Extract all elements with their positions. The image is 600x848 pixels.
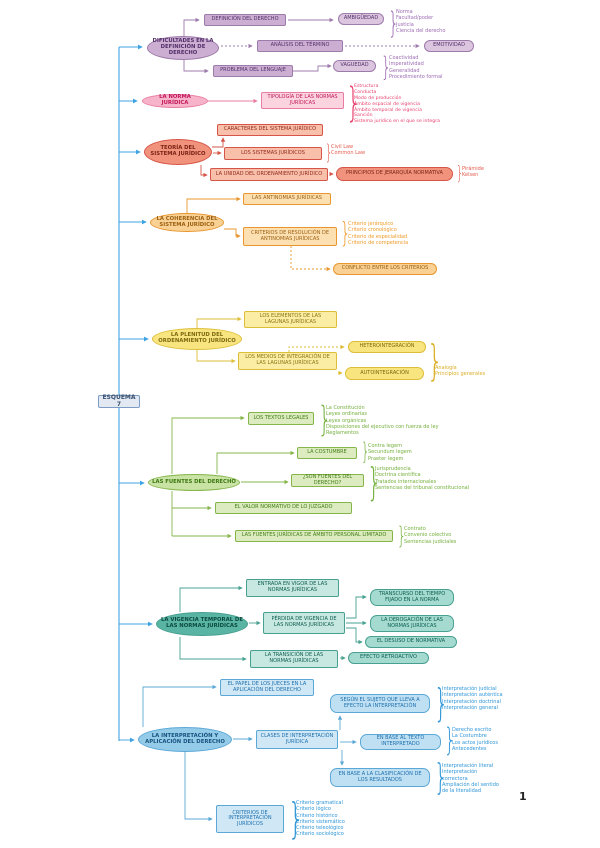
node-clasificacion-resultados: EN BASE A LA CLASIFICACIÓN DE LOS RESULTADOS — [330, 768, 430, 787]
list-item: Antecedentes — [452, 745, 487, 752]
node-ambiguedad: AMBIGÜEDAD — [338, 13, 384, 25]
list-ambiguedad — [396, 9, 445, 34]
list-resultados — [442, 763, 504, 794]
node-autointegracion: AUTOINTEGRACIÓN — [345, 367, 424, 380]
list-item: Imperatividad — [389, 61, 424, 68]
node-en-base-texto: EN BASE AL TEXTO INTERPRETADO — [360, 734, 441, 750]
list-tipologia — [354, 84, 440, 125]
list-item: Disposiciones del ejecutivo con fuerza de ley — [326, 423, 439, 430]
list-sistemas — [331, 144, 365, 157]
list-item: La Constitución — [326, 405, 365, 411]
list-item: Principios generales — [435, 371, 486, 378]
node-elementos-lagunas: LOS ELEMENTOS DE LAS LAGUNAS JURÍDICAS — [244, 311, 337, 328]
list-item: Sentencias judiciales — [404, 538, 457, 545]
node-esquema-root: ESQUEMA 7 — [98, 395, 140, 408]
node-la-norma-juridica: LA NORMA JURÍDICA — [142, 94, 208, 108]
list-item: Conducta — [354, 89, 377, 95]
list-item: Common Law — [331, 150, 366, 157]
node-desuso-normativa: EL DESUSO DE NORMATIVA — [365, 636, 457, 648]
list-item: Criterio jerárquico — [348, 221, 394, 227]
list-item: Interpretación correctora — [442, 769, 478, 782]
node-analisis-del-termino: ANÁLISIS DEL TÉRMINO — [257, 40, 343, 52]
list-item: Leyes orgánicas — [326, 417, 367, 424]
list-costumbre — [368, 443, 412, 462]
page-number: 1 — [519, 790, 527, 803]
list-item: Tratados internacionales — [375, 478, 437, 485]
list-item: Criterio sistemático — [296, 818, 345, 825]
list-item: Ámbito temporal de vigencia — [354, 107, 422, 113]
list-item: Praeter legem — [368, 455, 404, 462]
node-principios-jerarquia: PRINCIPIOS DE JERARQUÍA NORMATIVA — [336, 167, 453, 181]
node-los-sistemas-juridicos: LOS SISTEMAS JURÍDICOS — [224, 147, 322, 160]
list-item: Coactividad — [389, 55, 419, 61]
list-item: Sentencias del tribunal constitucional — [375, 484, 470, 491]
list-item: Contrato — [404, 526, 426, 532]
list-otras-fuentes — [375, 466, 469, 491]
node-criterios-resolucion-antinomias: CRITERIOS DE RESOLUCIÓN DE ANTINOMIAS JURÍDICAS — [243, 227, 337, 246]
node-vaguedad: VAGUEDAD — [333, 60, 376, 72]
node-transcurso-tiempo: TRANSCURSO DEL TIEMPO FIJADO EN LA NORMA — [370, 589, 454, 606]
node-unidad-ordenamiento: LA UNIDAD DEL ORDENAMIENTO JURÍDICO — [210, 168, 328, 181]
list-item: Ampliación del sentido de la literalidad — [442, 781, 499, 794]
list-item: Pirámide Kelsen — [462, 166, 484, 179]
node-derogacion-normas: LA DEROGACIÓN DE LAS NORMAS JURÍDICAS — [370, 615, 454, 632]
list-segun-sujeto — [442, 686, 503, 711]
node-caracteres-sistema: CARACTERES DEL SISTEMA JURÍDICO — [217, 124, 323, 136]
list-item: Contra legem — [368, 443, 402, 449]
list-item: Ámbito espacial de vigencia — [354, 101, 420, 107]
list-item: Criterio gramatical — [296, 800, 343, 806]
node-medios-integracion: LOS MEDIOS DE INTEGRACIÓN DE LAS LAGUNAS JURÍDICAS — [238, 352, 337, 370]
list-ambito-personal — [404, 526, 456, 545]
node-heterointegracion: HETEROINTEGRACIÓN — [348, 341, 426, 353]
node-dificultades-definicion-derecho: DIFICULTADES EN LA DEFINICIÓN DE DERECHO — [147, 36, 219, 60]
list-item: Criterio lógico — [296, 806, 331, 813]
node-segun-sujeto: SEGÚN EL SUJETO QUE LLEVA A EFECTO LA INTERPRETACIÓN — [330, 694, 430, 713]
node-fuentes-ambito-personal: LAS FUENTES JURÍDICAS DE ÁMBITO PERSONAL LIMITADO — [235, 530, 393, 542]
list-criterios-antinomias — [348, 221, 408, 246]
node-textos-legales: LOS TEXTOS LEGALES — [248, 412, 314, 425]
node-teoria-sistema-juridico: TEORÍA DEL SISTEMA JURÍDICO — [144, 139, 212, 165]
node-plenitud-ordenamiento: LA PLENITUD DEL ORDENAMIENTO JURÍDICO — [152, 328, 242, 350]
list-criterios-interpretacion — [296, 800, 345, 838]
list-item: Facultad/poder — [396, 15, 434, 22]
list-item: Procedimiento formal — [389, 73, 443, 80]
node-definicion-del-derecho: DEFINICIÓN DEL DERECHO — [204, 14, 286, 26]
node-interpretacion-aplicacion: LA INTERPRETACIÓN Y APLICACIÓN DEL DERECHO — [138, 727, 232, 752]
list-en-base-texto — [452, 727, 498, 752]
list-item: Norma — [396, 9, 413, 15]
list-item: Leyes ordinarias — [326, 411, 367, 418]
node-conflicto-criterios: CONFLICTO ENTRE LOS CRITERIOS — [333, 263, 437, 275]
list-item: Derecho escrito — [452, 727, 492, 733]
list-item: Convenio colectivo — [404, 532, 452, 539]
list-item: Estructura — [354, 84, 379, 89]
node-coherencia-sistema: LA COHERENCIA DEL SISTEMA JURÍDICO — [150, 213, 224, 232]
node-clases-interpretacion: CLASES DE INTERPRETACIÓN JURÍDICA — [256, 730, 338, 749]
node-entrada-en-vigor: ENTRADA EN VIGOR DE LAS NORMAS JURÍDICAS — [246, 579, 339, 597]
list-item: Interpretación literal — [442, 763, 494, 769]
list-item: Los actos jurídicos — [452, 739, 498, 746]
list-textos-legales — [326, 405, 439, 436]
list-item: La Costumbre — [452, 733, 487, 740]
list-item: Doctrina científica — [375, 472, 421, 479]
node-papel-jueces-aplicacion: EL PAPEL DE LOS JUECES EN LA APLICACIÓN DEL DERECHO — [220, 679, 314, 696]
list-item: Criterio de competencia — [348, 239, 409, 246]
list-item: Reglamentos — [326, 430, 359, 436]
list-item: Jurisprudencia — [375, 466, 411, 472]
list-item: Analogía — [435, 365, 457, 371]
list-item: Interpretación doctrinal — [442, 698, 501, 705]
list-item: Secundum legem — [368, 449, 412, 456]
list-item: Criterio histórico — [296, 812, 338, 819]
list-item: Criterio sociológico — [296, 831, 344, 838]
node-perdida-vigencia: PÉRDIDA DE VIGENCIA DE LAS NORMAS JURÍDICAS — [263, 612, 345, 634]
list-item: Generalidad — [389, 67, 420, 74]
list-item: Sanción — [354, 113, 373, 119]
list-principios — [462, 166, 492, 179]
node-problema-del-lenguaje: PROBLEMA DEL LENGUAJE — [213, 65, 293, 77]
node-tipologia-normas: TIPOLOGÍA DE LAS NORMAS JURÍDICAS — [261, 92, 344, 109]
list-item: Modo de producción — [354, 95, 402, 101]
node-transicion-normas: LA TRANSICIÓN DE LAS NORMAS JURÍDICAS — [250, 650, 338, 668]
list-item: Criterio cronológico — [348, 227, 397, 234]
node-son-fuentes-derecho: ¿SON FUENTES DEL DERECHO? — [291, 474, 364, 487]
list-item: Interpretación judicial — [442, 686, 497, 692]
list-item: Criterio teleológico — [296, 825, 344, 831]
list-item: Interpretación auténtica — [442, 692, 503, 699]
node-fuentes-del-derecho: LAS FUENTES DEL DERECHO — [148, 474, 240, 491]
node-la-costumbre: LA COSTUMBRE — [297, 447, 357, 459]
node-criterios-interpretacion: CRITERIOS DE INTERPRETACIÓN JURÍDICOS — [216, 805, 284, 833]
list-vaguedad — [389, 55, 443, 80]
node-valor-normativo-juzgado: EL VALOR NORMATIVO DE LO JUZGADO — [215, 502, 352, 514]
node-efecto-retroactivo: EFECTO RETROACTIVO — [348, 652, 429, 664]
list-autointegracion — [435, 365, 485, 378]
node-antinomias-juridicas: LAS ANTINOMIAS JURÍDICAS — [243, 193, 331, 205]
node-emotividad: EMOTIVIDAD — [424, 40, 474, 52]
node-vigencia-temporal: LA VIGENCIA TEMPORAL DE LAS NORMAS JURÍDICAS — [156, 612, 248, 636]
list-item: Interpretación general — [442, 704, 498, 711]
list-item: Ciencia del derecho — [396, 27, 446, 34]
list-item: Criterio de especialidad — [348, 233, 408, 240]
list-item: Justicia — [396, 21, 414, 28]
list-item: Sistema jurídico en el que se integra — [354, 119, 441, 125]
list-item: Civil Law — [331, 144, 354, 150]
